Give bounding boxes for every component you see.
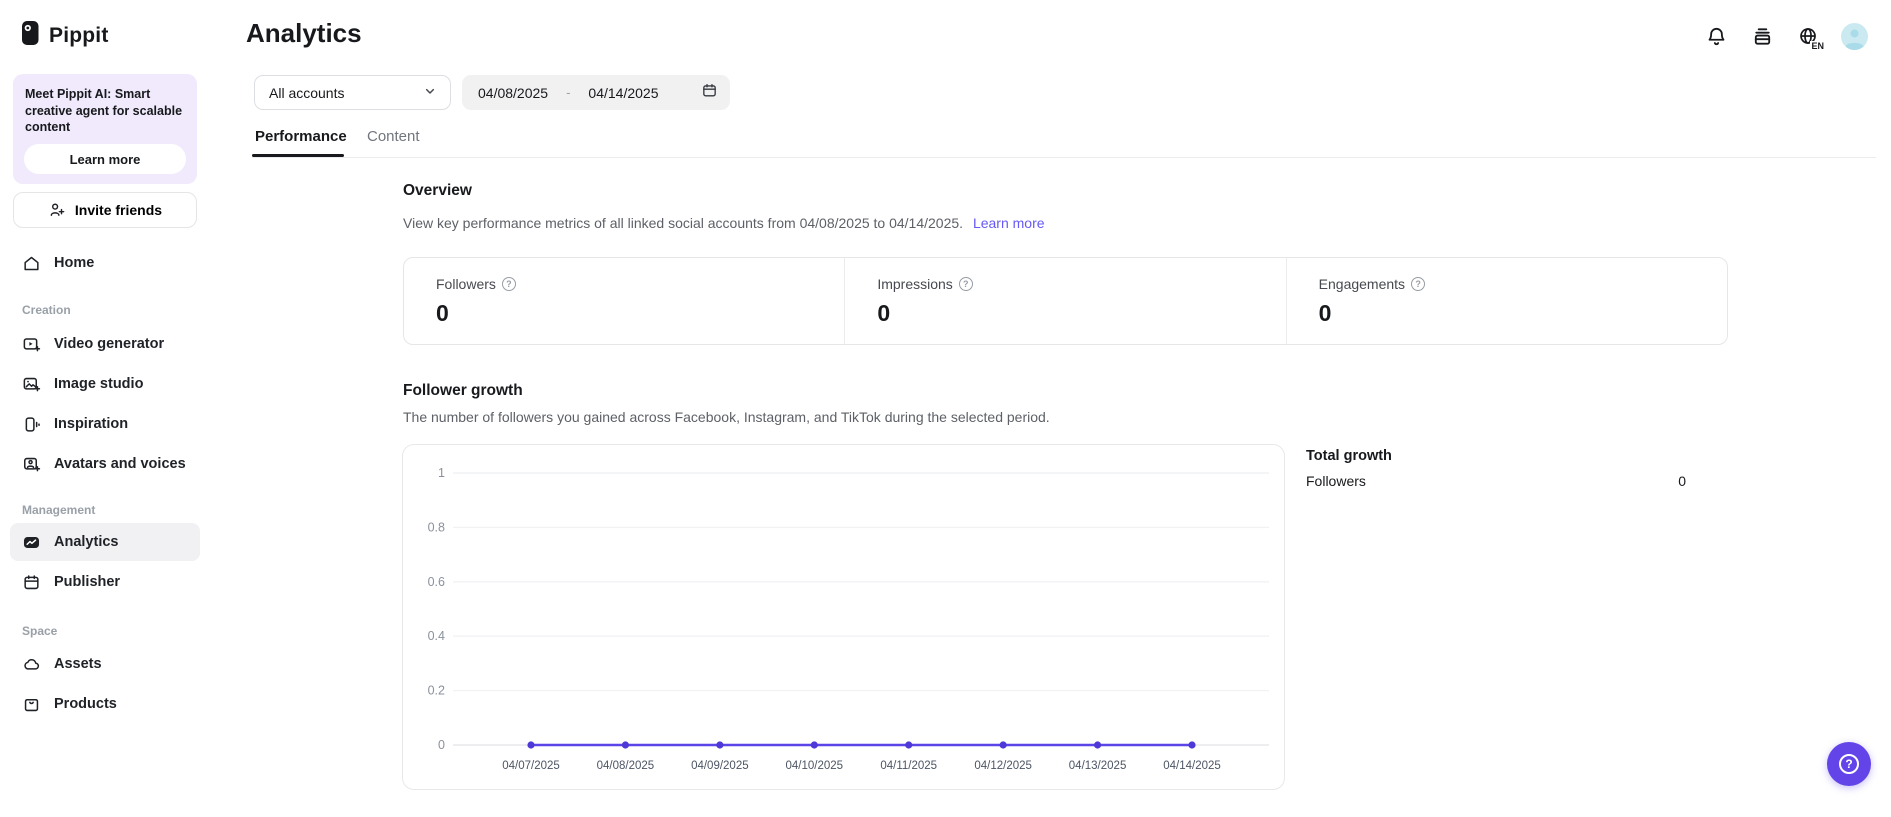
sidebar-item-label: Analytics [54, 534, 119, 550]
pippit-logo[interactable] [21, 20, 109, 52]
svg-text:04/14/2025: 04/14/2025 [1163, 760, 1221, 772]
sidebar-section-space: Space [22, 624, 58, 638]
sidebar-item-publisher[interactable] [10, 562, 200, 602]
svg-text:04/07/2025: 04/07/2025 [502, 760, 560, 772]
assets-cloud-icon [22, 655, 41, 674]
overview-heading: Overview [403, 182, 472, 199]
follower-growth-chart-card [402, 444, 1285, 790]
svg-text:0.6: 0.6 [427, 574, 445, 589]
svg-text:0.2: 0.2 [427, 683, 445, 698]
svg-text:1: 1 [438, 466, 445, 480]
tab-divider [252, 157, 1876, 158]
sidebar-item-analytics[interactable] [10, 523, 200, 561]
language-globe-icon[interactable] [1795, 24, 1824, 51]
sidebar-item-label: Video generator [54, 336, 165, 352]
date-range-picker[interactable] [462, 75, 730, 110]
total-growth-label: Followers [1306, 473, 1366, 489]
svg-text:04/10/2025: 04/10/2025 [785, 760, 844, 772]
sidebar-item-image-studio[interactable] [10, 364, 200, 404]
metric-impressions [844, 258, 1285, 344]
sidebar [0, 0, 210, 817]
analytics-icon [22, 533, 41, 552]
metrics-card [403, 257, 1728, 345]
svg-text:0: 0 [438, 738, 445, 752]
sidebar-item-label: Publisher [54, 574, 121, 590]
notification-bell-icon[interactable] [1703, 24, 1729, 50]
active-tab-underline [252, 154, 344, 157]
impressions-help-icon[interactable]: ? [959, 277, 973, 291]
metric-followers [404, 258, 844, 344]
metric-engagements [1286, 258, 1727, 344]
home-icon [22, 254, 41, 273]
sidebar-item-avatars-and-voices[interactable] [10, 444, 200, 484]
sidebar-item-video-generator[interactable] [10, 324, 200, 364]
sidebar-item-label: Inspiration [54, 416, 129, 432]
top-icon-bar [1703, 23, 1868, 50]
video-generator-icon [22, 335, 41, 354]
engagements-help-icon[interactable]: ? [1411, 277, 1425, 291]
sidebar-item-products[interactable] [10, 684, 200, 724]
image-studio-icon [22, 375, 41, 394]
promo-headline-bold: Meet Pippit AI: [25, 87, 112, 101]
pippit-logo-icon [21, 20, 42, 52]
metric-engagements-value: 0 [1318, 300, 1332, 326]
sidebar-item-label: Home [54, 255, 95, 271]
date-end: 04/14/2025 [588, 84, 659, 101]
inbox-stack-icon[interactable] [1749, 24, 1775, 50]
total-growth-panel [1306, 448, 1686, 489]
help-question-icon: ? [1839, 754, 1859, 774]
chevron-down-icon [422, 83, 438, 102]
metric-impressions-label: Impressions [877, 276, 953, 292]
overview-description [403, 215, 1045, 231]
invite-friends-label: Invite friends [74, 202, 163, 218]
calendar-icon [701, 82, 718, 104]
svg-text:0.4: 0.4 [427, 629, 445, 644]
svg-text:0.8: 0.8 [427, 520, 445, 535]
overview-learn-more-link[interactable]: Learn more [972, 215, 1045, 231]
sidebar-item-assets[interactable] [10, 644, 200, 684]
svg-text:04/09/2025: 04/09/2025 [691, 760, 749, 772]
promo-learn-more-button[interactable]: Learn more [24, 144, 186, 174]
svg-text:04/13/2025: 04/13/2025 [1068, 760, 1127, 772]
sidebar-item-label: Avatars and voices [54, 456, 186, 472]
followers-help-icon[interactable]: ? [502, 277, 516, 291]
metric-followers-value: 0 [436, 300, 449, 326]
total-growth-row [1306, 473, 1686, 489]
svg-text:04/11/2025: 04/11/2025 [880, 760, 938, 772]
publisher-calendar-icon [22, 573, 41, 592]
sidebar-item-label: Assets [54, 656, 102, 672]
sidebar-item-label: Products [54, 696, 117, 712]
total-growth-title: Total growth [1306, 448, 1392, 464]
overview-description-text: View key performance metrics of all linked social accounts from 04/08/2025 to 04/14/2025. [403, 215, 964, 231]
help-button[interactable] [1827, 742, 1871, 786]
sidebar-item-inspiration[interactable] [10, 404, 200, 444]
sidebar-section-creation: Creation [22, 303, 71, 317]
account-filter-select[interactable] [254, 75, 451, 110]
sidebar-item-label: Image studio [54, 376, 144, 392]
svg-text:04/08/2025: 04/08/2025 [596, 760, 655, 772]
person-plus-icon [48, 201, 67, 220]
tab-content[interactable]: Content [367, 128, 420, 145]
sidebar-item-home[interactable] [10, 243, 200, 283]
metric-followers-label: Followers [436, 276, 496, 292]
total-growth-value: 0 [1678, 473, 1686, 489]
promo-headline-rest: Smart creative agent for scalable content [25, 87, 183, 134]
avatars-icon [22, 455, 41, 474]
invite-friends-button[interactable] [13, 192, 197, 228]
metric-engagements-label: Engagements [1318, 276, 1406, 292]
account-filter-value: All accounts [269, 84, 345, 101]
user-avatar[interactable] [1841, 23, 1868, 50]
promo-card [13, 74, 197, 184]
date-separator: - [566, 85, 571, 100]
inspiration-icon [22, 415, 41, 434]
promo-headline [25, 86, 185, 136]
sidebar-section-management: Management [22, 503, 96, 517]
metric-impressions-value: 0 [877, 300, 891, 326]
follower-growth-heading: Follower growth [403, 382, 523, 399]
page-title: Analytics [246, 18, 362, 48]
date-start: 04/08/2025 [478, 84, 549, 101]
brand-name: Pippit [49, 24, 109, 47]
follower-growth-description: The number of followers you gained across Facebook, Instagram, and TikTok during the selected period. [403, 409, 1050, 425]
language-label: EN [1811, 40, 1824, 51]
follower-growth-chart[interactable] [403, 445, 1284, 789]
products-bag-icon [22, 695, 41, 714]
svg-text:04/12/2025: 04/12/2025 [974, 760, 1032, 772]
tab-performance[interactable]: Performance [255, 128, 347, 145]
